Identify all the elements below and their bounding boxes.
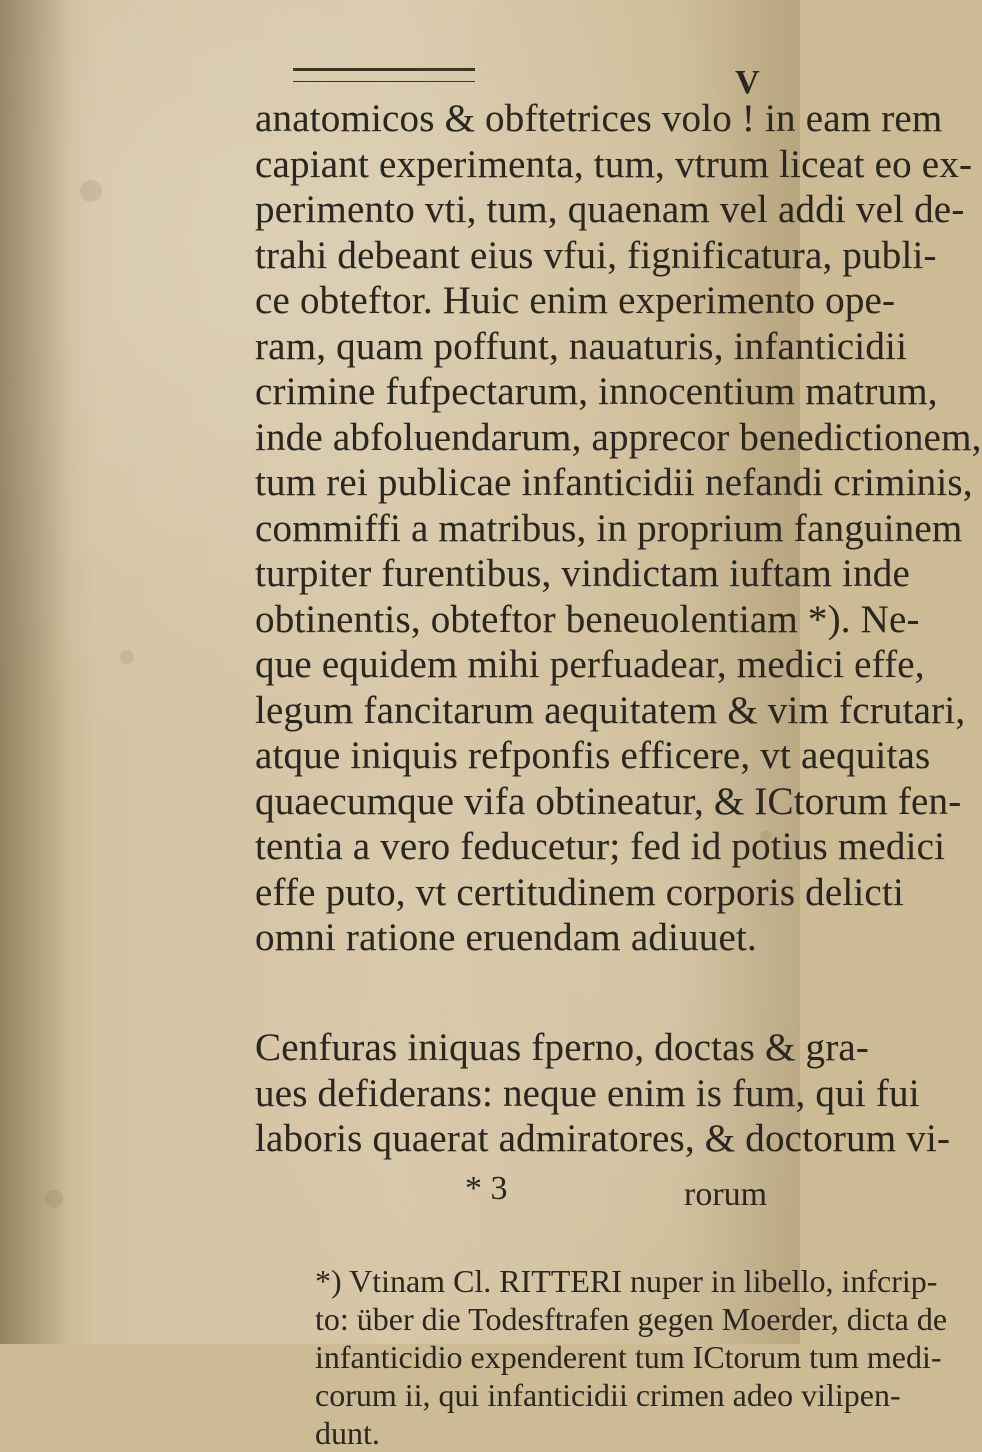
- text-line: tentia a vero feducetur; fed id potius medici: [255, 825, 946, 868]
- footnote: [315, 1262, 948, 1452]
- footnote-line: to: über die Todesftrafen gegen Moerder, dicta de: [315, 1301, 948, 1337]
- text-line: laboris quaerat admiratores, & doctorum vi-: [255, 1117, 951, 1160]
- page-gutter-shadow: [0, 0, 70, 1344]
- text-line: ues defiderans: neque enim is fum, qui fui: [255, 1071, 920, 1115]
- text-line: legum fancitarum aequitatem & vim fcrutari,: [255, 688, 966, 732]
- text-line: perimento vti, tum, quaenam vel addi vel de-: [255, 188, 965, 231]
- text-line: ram, quam poffunt, nauaturis, infanticidii: [255, 324, 908, 368]
- text-line: capiant experimenta, tum, vtrum liceat eo ex-: [255, 142, 973, 186]
- text-line: omni ratione eruendam adiuuet.: [255, 916, 757, 959]
- paper-stain: [45, 1190, 63, 1208]
- paper-stain: [120, 650, 134, 664]
- text-line: atque iniquis refponfis efficere, vt aequitas: [255, 734, 931, 777]
- text-line: crimine fufpectarum, innocentium matrum,: [255, 370, 938, 413]
- text-line: que equidem mihi perfuadear, medici effe,: [255, 643, 925, 686]
- header-rule: [293, 68, 475, 82]
- footnote-line: *) Vtinam Cl. RITTERI nuper in libello, infcrip-: [315, 1263, 938, 1299]
- footnote-line: corum ii, qui infanticidii crimen adeo vilipen-: [315, 1377, 901, 1413]
- paper-stain: [80, 180, 102, 202]
- catchword: rorum: [684, 1176, 768, 1213]
- text-line: commiffi a matribus, in proprium fanguinem: [255, 506, 963, 550]
- second-paragraph: [255, 1025, 951, 1162]
- text-line: obtinentis, obteftor beneuolentiam *). Ne-: [255, 597, 920, 641]
- signature-mark: * 3: [465, 1170, 508, 1207]
- main-paragraph: [255, 96, 982, 961]
- text-line: tum rei publicae infanticidii nefandi criminis,: [255, 461, 973, 504]
- text-line: inde abfoluendarum, apprecor benedictionem,: [255, 415, 982, 459]
- paper-stain: [760, 830, 772, 842]
- text-line: turpiter furentibus, vindictam iuftam inde: [255, 552, 910, 595]
- text-line: ce obteftor. Huic enim experimento ope-: [255, 279, 896, 322]
- page-signature: V: [735, 64, 760, 101]
- text-line: Cenfuras iniquas fperno, doctas & gra-: [255, 1026, 870, 1069]
- footnote-line: infanticidio expenderent tum ICtorum tum medi-: [315, 1339, 942, 1375]
- text-line: effe puto, vt certitudinem corporis delicti: [255, 870, 905, 914]
- text-line: trahi debeant eius vfui, fignificatura, publi-: [255, 233, 937, 277]
- text-line: anatomicos & obftetrices volo ! in eam rem: [255, 97, 943, 140]
- footnote-line: dunt.: [315, 1415, 380, 1451]
- text-line: quaecumque vifa obtineatur, & ICtorum fen-: [255, 779, 962, 823]
